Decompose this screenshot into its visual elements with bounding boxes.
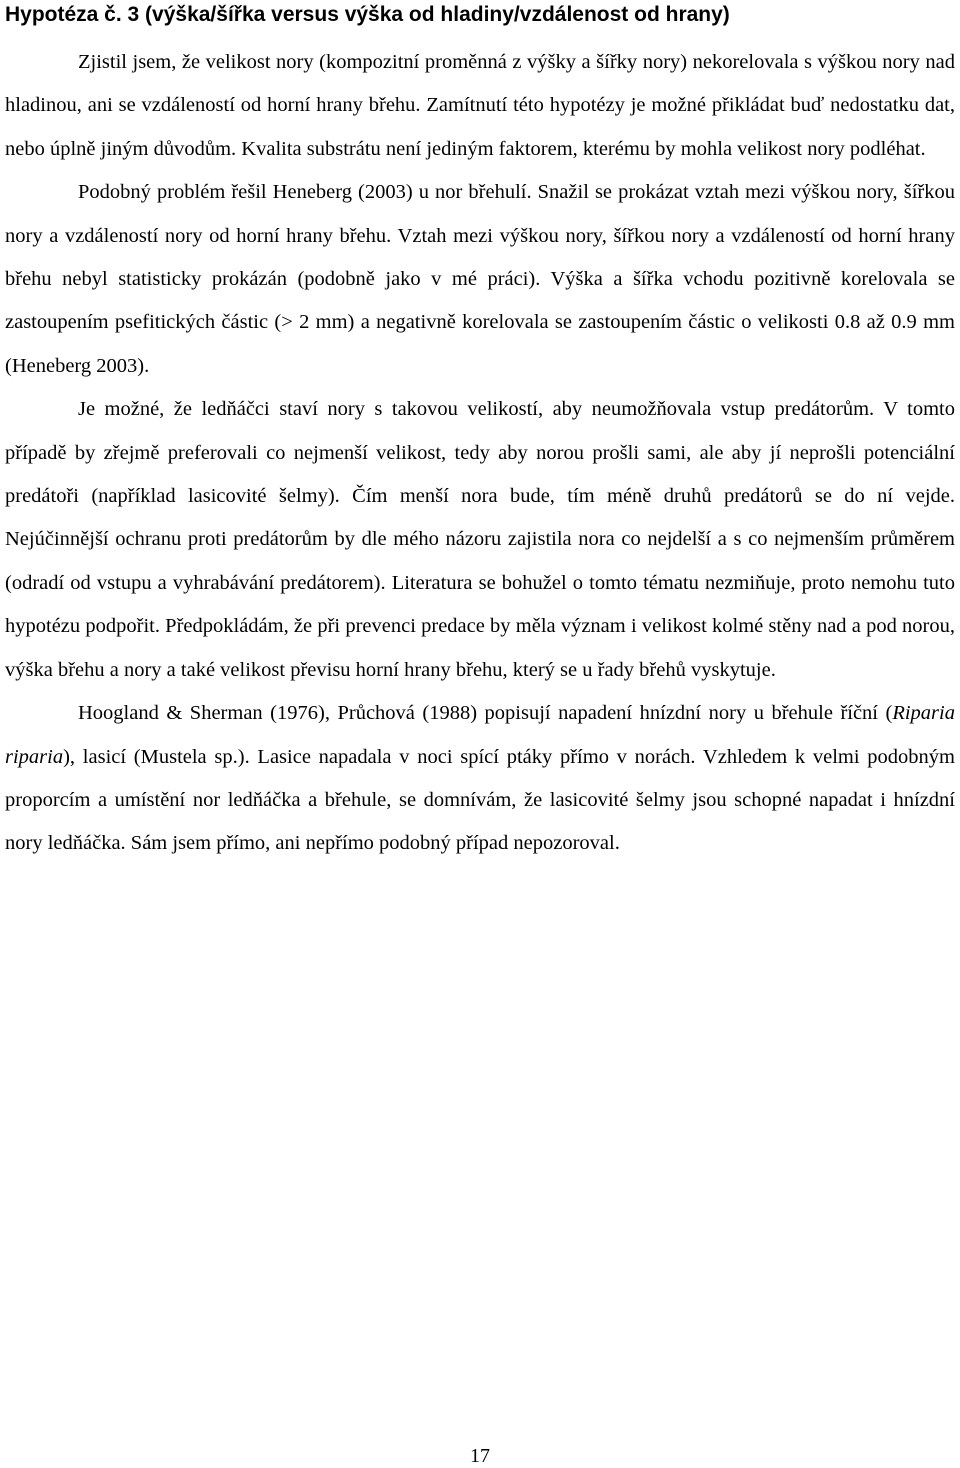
paragraph-1: Zjistil jsem, že velikost nory (kompozitní proměnná z výšky a šířky nory) nekorelovala s výškou nory nad hladinou, ani se vzdáleností od horní hrany břehu. Zamítnutí této hypotézy je možné přikládat buď nedostatku dat, nebo úplně jiným důvodům. Kvalita substrátu není jediným faktorem, kterému by mohla velikost nory podléhat. [5,51,955,160]
paragraph-4-text-end: ), lasicí (Mustela sp.). Lasice napadala v noci spící ptáky přímo v norách. Vzhledem k velmi podobným proporcím a umístění nor ledňáčka a břehule, se domnívám, že lasicovité šelmy jsou schopné napadat i hnízdní nory ledňáčka. Sám jsem přímo, ani nepřímo podobný případ nepozoroval. [5,745,955,855]
paragraph-4-text-start: Hoogland & Sherman (1976), Průchová (1988) popisují napadení hnízdní nory u břehule říční ( [78,702,893,725]
section-heading: Hypotéza č. 3 (výška/šířka versus výška od hladiny/vzdálenost od hrany) [5,3,730,26]
body-text [5,41,955,866]
species-name-italic: Riparia riparia [5,702,955,768]
paragraph-4 [5,692,955,866]
page-number: 17 [470,1445,490,1467]
paragraph-3: Je možné, že ledňáčci staví nory s takovou velikostí, aby neumožňovala vstup predátorům. V tomto případě by zřejmě preferovali co nejmenší velikost, tedy aby norou prošli sami, ale aby jí neprošli potenciální predátoři (například lasicovité šelmy). Čím menší nora bude, tím méně druhů predátorů se do ní vejde. Nejúčinnější ochranu proti predátorům by dle mého názoru zajistila nora co nejdelší a s co nejmenším průměrem (odradí od vstupu a vyhrabávání predátorem). Literatura se bohužel o tomto tématu nezmiňuje, proto nemohu tuto hypotézu podpořit. Předpokládám, že při prevenci predace by měla význam i velikost kolmé stěny nad a pod norou, výška břehu a nory a také velikost převisu horní hrany břehu, který se u řady břehů vyskytuje. [5,398,955,681]
paragraph-2: Podobný problém řešil Heneberg (2003) u nor břehulí. Snažil se prokázat vztah mezi výškou nory, šířkou nory a vzdáleností nory od horní hrany břehu. Vztah mezi výškou nory, šířkou nory a vzdáleností od horní hrany břehu nebyl statisticky prokázán (podobně jako v mé práci). Výška a šířka vchodu pozitivně korelovala se zastoupením psefitických částic (> 2 mm) a negativně korelovala se zastoupením částic o velikosti 0.8 až 0.9 mm (Heneberg 2003). [5,181,955,377]
